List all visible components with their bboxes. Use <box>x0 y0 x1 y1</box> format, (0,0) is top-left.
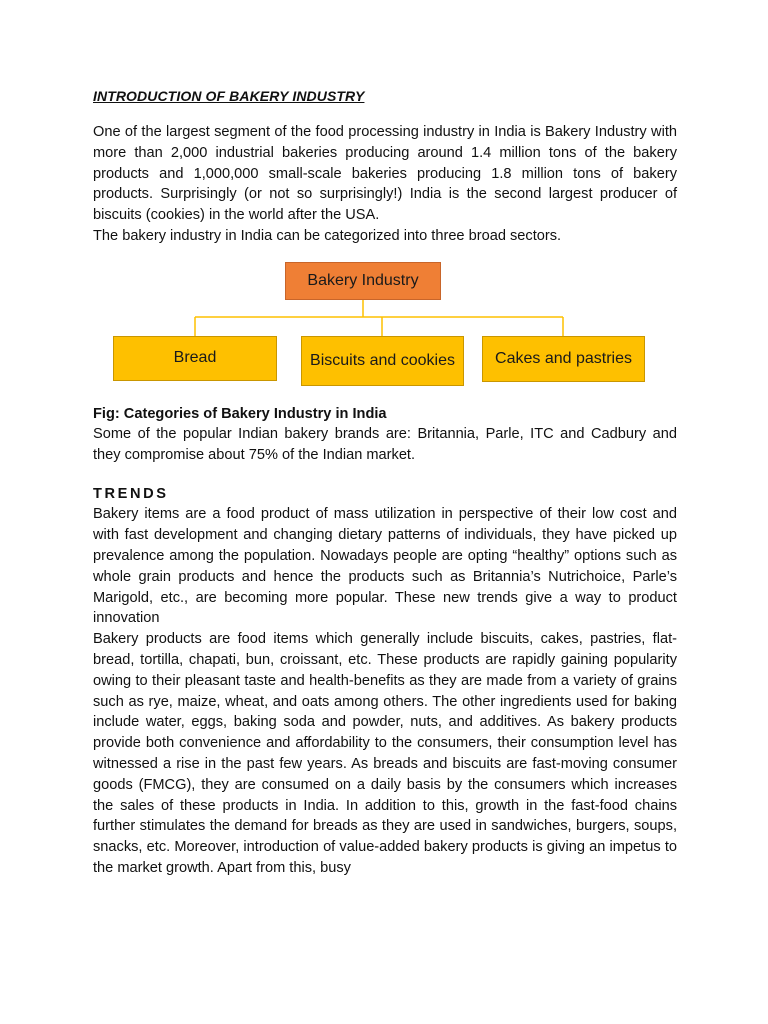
trends-paragraph-2: Bakery products are food items which generally include biscuits, cakes, pastries, flat-bread, tortilla, chapati, bun, croissant, etc. These products are rapidly gaining popularity owing to their pleasant taste and health-benefits as they are made from a variety of grains such as rye, maize, wheat, and oats among others. The other ingredients used for baking include water, eggs, baking soda and powder, nuts, and additives. As bakery products provide both convenience and affordability to the consumers, their consumption level has witnessed a rise in the past few years. As breads and biscuits are fast-moving consumer goods (FMCG), they are consumed on a daily basis by the consumers which increases the sales of these products in India. In addition to this, growth in the fast-food chains further stimulates the demand for breads as they are used in sandwiches, burgers, soups, snacks, etc. Moreover, introduction of value-added bakery products is giving an impetus to the market growth. Apart from this, busy <box>93 631 677 876</box>
figure-caption: Fig: Categories of Bakery Industry in India <box>93 405 387 422</box>
trends-paragraph-1: Bakery items are a food product of mass utilization in perspective of their low cost and with fast development and changing dietary patterns of individuals, they have picked up prevalence among the population. Nowadays people are opting “healthy” options such as whole grain products and hence the products such as Britannia’s Nutrichoice, Parle’s Marigold, etc., are becoming more popular. These new trends give a way to product innovation <box>93 506 677 627</box>
document-page <box>93 88 677 879</box>
diagram-node-biscuits: Biscuits and cookies <box>301 336 464 386</box>
diagram-root-node: Bakery Industry <box>285 262 441 300</box>
bakery-industry-diagram <box>93 247 677 402</box>
diagram-node-cakes: Cakes and pastries <box>482 336 645 382</box>
trends-heading: TRENDS <box>93 486 169 503</box>
sectors-line: The bakery industry in India can be categorized into three broad sectors. <box>93 227 562 244</box>
brands-paragraph: Some of the popular Indian bakery brands are: Britannia, Parle, ITC and Cadbury and they compromise about 75% of the Indian market. <box>93 425 677 463</box>
diagram-node-bread: Bread <box>113 336 277 381</box>
intro-paragraph: One of the largest segment of the food processing industry in India is Bakery Industry with more than 2,000 industrial bakeries producing around 1.4 million tons of the bakery products and 1,000,000 small-scale bakeries producing 1.8 million tons of bakery products. Surprisingly (or not so surprisingly!) India is the second largest producer of biscuits (cookies) in the world after the USA. <box>93 124 677 224</box>
document-heading: INTRODUCTION OF BAKERY INDUSTRY <box>93 88 365 104</box>
